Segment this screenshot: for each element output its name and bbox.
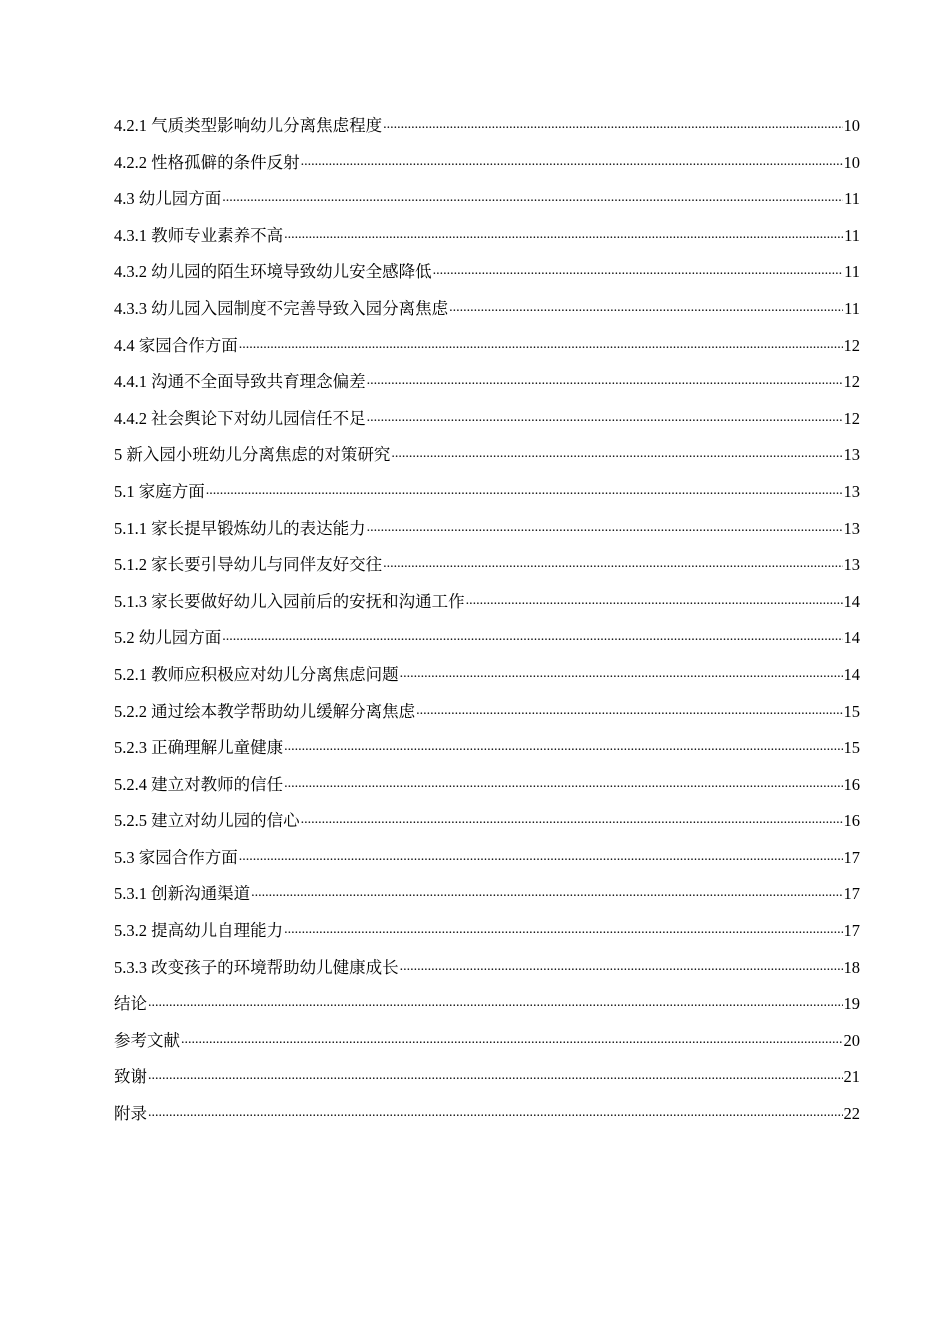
toc-dot-leader — [148, 991, 843, 1011]
toc-page-number: 20 — [843, 1030, 860, 1050]
toc-entry[interactable] — [114, 364, 860, 401]
toc-entry[interactable] — [114, 767, 860, 804]
toc-page-number: 12 — [843, 335, 860, 355]
toc-page-number: 15 — [843, 738, 860, 758]
toc-page-number: 16 — [843, 811, 860, 831]
toc-dot-leader — [416, 699, 842, 719]
toc-page-number: 11 — [844, 262, 860, 282]
toc-entry[interactable] — [114, 620, 860, 657]
toc-entry-title: 4.2.1 气质类型影响幼儿分离焦虑程度 — [114, 116, 383, 135]
toc-entry-title: 5.2 幼儿园方面 — [114, 628, 222, 648]
toc-entry[interactable] — [114, 876, 860, 913]
toc-entry[interactable] — [114, 511, 860, 548]
toc-entry[interactable] — [114, 840, 860, 877]
toc-dot-leader — [301, 150, 843, 170]
toc-entry-title: 致谢 — [114, 1067, 147, 1087]
toc-entry[interactable] — [114, 291, 860, 328]
toc-page-number: 18 — [843, 957, 860, 977]
toc-page-number: 16 — [843, 774, 860, 794]
toc-dot-leader — [367, 369, 843, 389]
toc-entry-title: 5.3.1 创新沟通渠道 — [114, 884, 251, 904]
toc-dot-leader — [383, 552, 842, 572]
toc-page-number: 11 — [844, 225, 860, 245]
toc-dot-leader — [367, 516, 843, 536]
toc-page-number: 11 — [844, 298, 860, 318]
toc-entry-title: 附录 — [114, 1104, 147, 1124]
toc-entry[interactable] — [114, 145, 860, 182]
toc-dot-leader — [222, 186, 843, 206]
toc-entry[interactable] — [114, 401, 860, 438]
toc-entry[interactable] — [114, 474, 860, 511]
toc-dot-leader — [400, 955, 843, 975]
toc-entry[interactable] — [114, 657, 860, 694]
toc-dot-leader — [284, 918, 842, 938]
toc-entry-title: 5.2.5 建立对幼儿园的信心 — [114, 811, 300, 831]
toc-entry[interactable] — [114, 547, 860, 584]
toc-entry[interactable] — [114, 108, 860, 145]
toc-entry-title: 4.2.2 性格孤僻的条件反射 — [114, 152, 300, 172]
toc-entry[interactable] — [114, 730, 860, 767]
toc-dot-leader — [367, 406, 843, 426]
toc-page-number: 17 — [843, 921, 860, 941]
toc-dot-leader — [148, 1101, 843, 1121]
toc-dot-leader — [383, 113, 842, 133]
toc-entry-title: 5.1.3 家长要做好幼儿入园前后的安抚和沟通工作 — [114, 591, 465, 611]
toc-dot-leader — [222, 625, 842, 645]
toc-page-number: 14 — [843, 664, 860, 684]
toc-entry-title: 4.3.1 教师专业素养不高 — [114, 225, 284, 245]
toc-page-number: 14 — [843, 628, 860, 648]
toc-entry-title: 4.4.1 沟通不全面导致共育理念偏差 — [114, 372, 366, 392]
toc-entry[interactable] — [114, 584, 860, 621]
toc-entry-title: 5.2.3 正确理解儿童健康 — [114, 738, 284, 758]
toc-dot-leader — [239, 333, 843, 353]
toc-page-number: 14 — [843, 591, 860, 611]
toc-entry[interactable] — [114, 913, 860, 950]
toc-page-number: 11 — [844, 189, 860, 209]
toc-entry[interactable] — [114, 694, 860, 731]
toc-entry[interactable] — [114, 1023, 860, 1060]
toc-entry-title: 5.1.1 家长提早锻炼幼儿的表达能力 — [114, 518, 366, 538]
table-of-contents — [114, 108, 860, 1133]
toc-page-number: 22 — [843, 1104, 860, 1124]
toc-entry-title: 5.1.2 家长要引导幼儿与同伴友好交往 — [114, 555, 383, 575]
toc-dot-leader — [181, 1028, 843, 1048]
toc-dot-leader — [251, 881, 842, 901]
toc-entry[interactable] — [114, 437, 860, 474]
toc-entry-title: 5.2.2 通过绘本教学帮助幼儿缓解分离焦虑 — [114, 701, 416, 721]
toc-page-number: 13 — [843, 445, 860, 465]
toc-dot-leader — [239, 845, 843, 865]
toc-entry-title: 5.3 家园合作方面 — [114, 847, 238, 867]
toc-page-number: 10 — [843, 152, 860, 172]
toc-entry[interactable] — [114, 986, 860, 1023]
toc-entry[interactable] — [114, 1059, 860, 1096]
toc-page-number: 13 — [843, 481, 860, 501]
toc-entry[interactable] — [114, 254, 860, 291]
toc-dot-leader — [206, 479, 843, 499]
toc-entry[interactable] — [114, 328, 860, 365]
toc-page-number: 21 — [843, 1067, 860, 1087]
toc-dot-leader — [391, 442, 842, 462]
toc-entry-title: 4.3.2 幼儿园的陌生环境导致幼儿安全感降低 — [114, 262, 432, 282]
toc-dot-leader — [400, 662, 843, 682]
toc-page-number: 17 — [843, 847, 860, 867]
toc-dot-leader — [148, 1064, 843, 1084]
toc-dot-leader — [284, 223, 843, 243]
toc-entry-title: 5 新入园小班幼儿分离焦虑的对策研究 — [114, 445, 391, 465]
toc-dot-leader — [433, 259, 843, 279]
toc-entry-title: 结论 — [114, 994, 147, 1014]
toc-entry[interactable] — [114, 803, 860, 840]
toc-entry-title: 5.3.3 改变孩子的环境帮助幼儿健康成长 — [114, 957, 399, 977]
toc-entry-title: 4.3 幼儿园方面 — [114, 189, 222, 209]
toc-page-number: 10 — [843, 116, 860, 135]
toc-entry-title: 5.2.1 教师应积极应对幼儿分离焦虑问题 — [114, 664, 399, 684]
toc-page-number: 17 — [843, 884, 860, 904]
toc-dot-leader — [284, 772, 842, 792]
toc-page-number: 15 — [843, 701, 860, 721]
toc-page-number: 12 — [843, 372, 860, 392]
toc-entry-title: 5.3.2 提高幼儿自理能力 — [114, 921, 284, 941]
toc-dot-leader — [466, 589, 843, 609]
toc-entry-title: 5.1 家庭方面 — [114, 481, 205, 501]
toc-page-number: 13 — [843, 555, 860, 575]
toc-entry-title: 4.3.3 幼儿园入园制度不完善导致入园分离焦虑 — [114, 298, 449, 318]
toc-entry[interactable] — [114, 181, 860, 218]
toc-page-number: 19 — [843, 994, 860, 1014]
toc-page-number: 12 — [843, 408, 860, 428]
toc-entry[interactable] — [114, 1096, 860, 1133]
toc-dot-leader — [449, 296, 843, 316]
toc-entry[interactable] — [114, 218, 860, 255]
toc-dot-leader — [301, 808, 843, 828]
toc-entry[interactable] — [114, 950, 860, 987]
toc-entry-title: 4.4.2 社会舆论下对幼儿园信任不足 — [114, 408, 366, 428]
toc-dot-leader — [284, 735, 842, 755]
toc-entry-title: 参考文献 — [114, 1030, 180, 1050]
toc-page-number: 13 — [843, 518, 860, 538]
toc-entry-title: 5.2.4 建立对教师的信任 — [114, 774, 284, 794]
toc-entry-title: 4.4 家园合作方面 — [114, 335, 238, 355]
